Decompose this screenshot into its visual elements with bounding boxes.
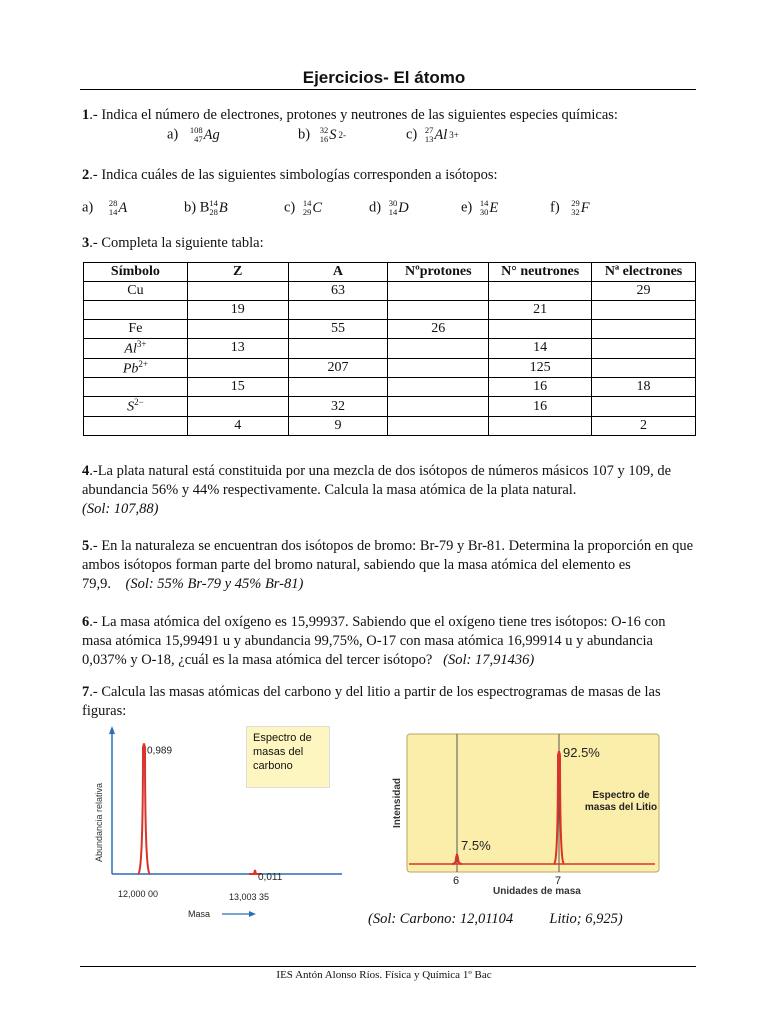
question-4: 4.-La plata natural está constituida por una mezcla de dos isótopos de números másicos 107 y 109, de abundancia 56% y 44% respectivamente. Calcula la masa atómica de la plata natural. (Sol: 107,88) — [82, 463, 672, 517]
mass-label: 12,000 00 — [118, 889, 159, 899]
q2-option-c: c) 14 29 C — [284, 198, 323, 217]
data-table — [83, 262, 696, 436]
mass-label: 7 — [555, 875, 562, 887]
question-3: 3.- Completa la siguiente tabla: — [82, 235, 264, 251]
question-2: 2.- Indica cuáles de las siguientes simbologías corresponden a isótopos: — [82, 167, 498, 183]
question-text: .- Indica el número de electrones, protones y neutrones de las siguientes especies químicas: — [89, 107, 618, 123]
mass-label: 13,003 35 — [229, 892, 270, 902]
col-electrons: Nª electrones — [592, 263, 696, 282]
footer-text: IES Antón Alonso Ríos. Física y Química 1º Bac — [276, 969, 492, 981]
table-row: $Al^{3+}$ 13 14 — [84, 339, 696, 359]
table-row: 15 16 18 — [84, 378, 696, 397]
question-6: 6.- La masa atómica del oxígeno es 15,99937. Sabiendo que el oxígeno tiene tres isótopos: O-16 con masa atómica 15,99491 u y abundancia 99,75%, O-17 con masa atómica 16,99914 u y abundancia 0,037% y O-18, ¿cuál es la masa atómica del tercer isótopo? (Sol: 17,91436) — [82, 614, 666, 668]
table-row: $Pb^{2+}$ 207 125 — [84, 358, 696, 378]
q2-option-d: d) 30 14 D — [369, 198, 409, 217]
x-axis-label: Unidades de masa — [493, 886, 581, 897]
col-z: Z — [187, 263, 288, 282]
page-title: Ejercicios- El átomo — [302, 68, 466, 87]
y-axis-arrow — [109, 726, 115, 734]
peak-value-label: 0,011 — [258, 872, 283, 883]
table-row: Fe 55 26 — [84, 320, 696, 339]
col-protons: Nºprotones — [388, 263, 489, 282]
table-row: 4 9 2 — [84, 416, 696, 435]
q2-option-e: e) 14 30 E — [461, 198, 499, 217]
q1-option-c: c) 27 13 Al 3+ — [406, 125, 459, 144]
question-number: 1 — [82, 107, 90, 123]
question-7: 7.- Calcula las masas atómicas del carbono y del litio a partir de los espectrogramas de masas de las figuras: — [82, 684, 661, 719]
peak-value-label: 92.5% — [563, 745, 600, 761]
q2-option-f: f) 29 32 F — [550, 198, 590, 217]
carbon-spectrum-note: Espectro de masas del carbono — [246, 726, 330, 788]
col-a: A — [288, 263, 388, 282]
lithium-spectrum-note: Espectro de masas del Litio — [584, 790, 658, 813]
q1-option-b: b) 32 16 S 2- — [298, 125, 346, 144]
footer-rule — [80, 966, 696, 967]
peak-value-label: 7.5% — [461, 838, 491, 853]
header-rule — [80, 89, 696, 90]
q2-option-b: b) B 14 28 B — [184, 198, 228, 217]
table-header-row — [84, 263, 696, 282]
col-symbol: Símbolo — [84, 263, 188, 282]
q1-option-a: a) 108 47 Ag — [167, 125, 220, 144]
carbon-peak-12 — [138, 743, 150, 874]
peak-value-label: 0,989 — [147, 745, 173, 757]
table-row: Cu 63 29 — [84, 282, 696, 301]
solution: (Sol: 55% Br-79 y 45% Br-81) — [125, 576, 304, 592]
mass-label: 6 — [453, 875, 460, 887]
q7-solution: (Sol: Carbono: 12,01104 Litio; 6,925) — [368, 911, 623, 927]
table-row: $S^{2-}$ 32 16 — [84, 397, 696, 417]
arrow-head-icon — [249, 911, 256, 917]
table-row: 19 21 — [84, 301, 696, 320]
question-1 — [82, 106, 696, 125]
y-axis-label: Abundancia relativa — [94, 782, 104, 862]
col-neutrons: N° neutrones — [489, 263, 592, 282]
solution: (Sol: 107,88) — [82, 501, 159, 517]
q2-option-a: a) 28 14 A — [82, 198, 128, 217]
x-axis-label: Masa — [188, 909, 211, 919]
solution: (Sol: 17,91436) — [443, 652, 535, 668]
y-axis-label: Intensidad — [392, 777, 403, 828]
question-5: 5.- En la naturaleza se encuentran dos isótopos de bromo: Br-79 y Br-81. Determina la proporción en que ambos isótopos forman parte del bromo natural, sabiendo que la masa atómica del elemento es 79,9. (Sol: 55% Br-79 y 45% Br-81) — [82, 538, 694, 592]
